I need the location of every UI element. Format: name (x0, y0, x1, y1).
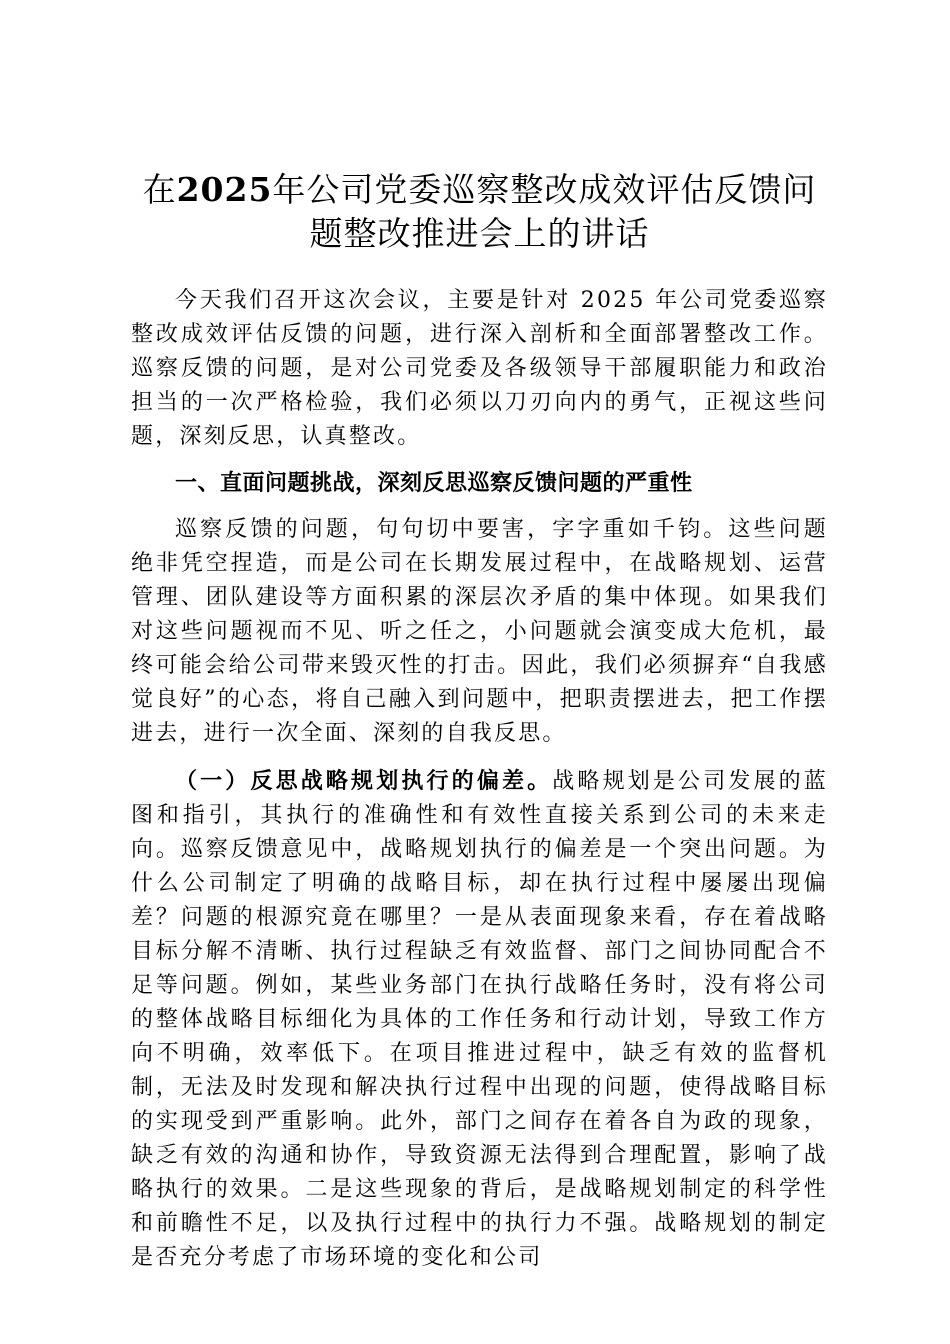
subsection1-body: 战略规划是公司发展的蓝图和指引，其执行的准确性和有效性直接关系到公司的未来走向。巡察反馈意见中，战略规划执行的偏差是一个突出问题。为什么公司制定了明确的战略目标，却在执行过程中屡屡出现偏差？问题的根源究竟在哪里？一是从表面现象来看，存在着战略目标分解不清晰、执行过程缺乏有效监督、部门之间协同配合不足等问题。例如，某些业务部门在执行战略任务时，没有将公司的整体战略目标细化为具体的工作任务和行动计划，导致工作方向不明确，效率低下。在项目推进过程中，缺乏有效的监督机制，无法及时发现和解决执行过程中出现的问题，使得战略目标的实现受到严重影响。此外，部门之间存在着各自为政的现象，缺乏有效的沟通和协作，导致资源无法得到合理配置，影响了战略执行的效果。二是这些现象的背后，是战略规划制定的科学性和前瞻性不足，以及执行过程中的执行力不强。战略规划的制定是否充分考虑了市场环境的变化和公司 (131, 769, 828, 1270)
subsection1-paragraph (131, 764, 828, 1275)
section1-heading: 一、直面问题挑战，深刻反思巡察反馈问题的严重性 (175, 470, 693, 496)
title-prefix: 在 (142, 170, 177, 209)
section1-paragraph: 巡察反馈的问题，句句切中要害，字字重如千钧。这些问题绝非凭空捏造，而是公司在长期发展过程中，在战略规划、运营管理、团队建设等方面积累的深层次矛盾的集中体现。如果我们对这些问题视而不见、听之任之，小问题就会演变成大危机，最终可能会给公司带来毁灭性的打击。因此，我们必须摒弃“自我感觉良好”的心态，将自己融入到问题中，把职责摆进去，把工作摆进去，进行一次全面、深刻的自我反思。 (131, 517, 828, 746)
intro-paragraph: 今天我们召开这次会议，主要是针对 2025 年公司党委巡察整改成效评估反馈的问题，进行深入剖析和全面部署整改工作。巡察反馈的问题，是对公司党委及各级领导干部履职能力和政治担当的一次严格检验，我们必须以刀刃向内的勇气，正视这些问题，深刻反思，认真整改。 (131, 288, 828, 449)
title-line1-rest: 年公司党委巡察整改成效评估反馈问 (272, 170, 817, 209)
document-title (131, 168, 828, 256)
document-page (131, 168, 828, 1275)
title-year: 2025 (176, 170, 273, 209)
subsection1-lead: （一）反思战略规划执行的偏差。 (175, 768, 553, 794)
title-line2: 题整改推进会上的讲话 (309, 214, 650, 253)
